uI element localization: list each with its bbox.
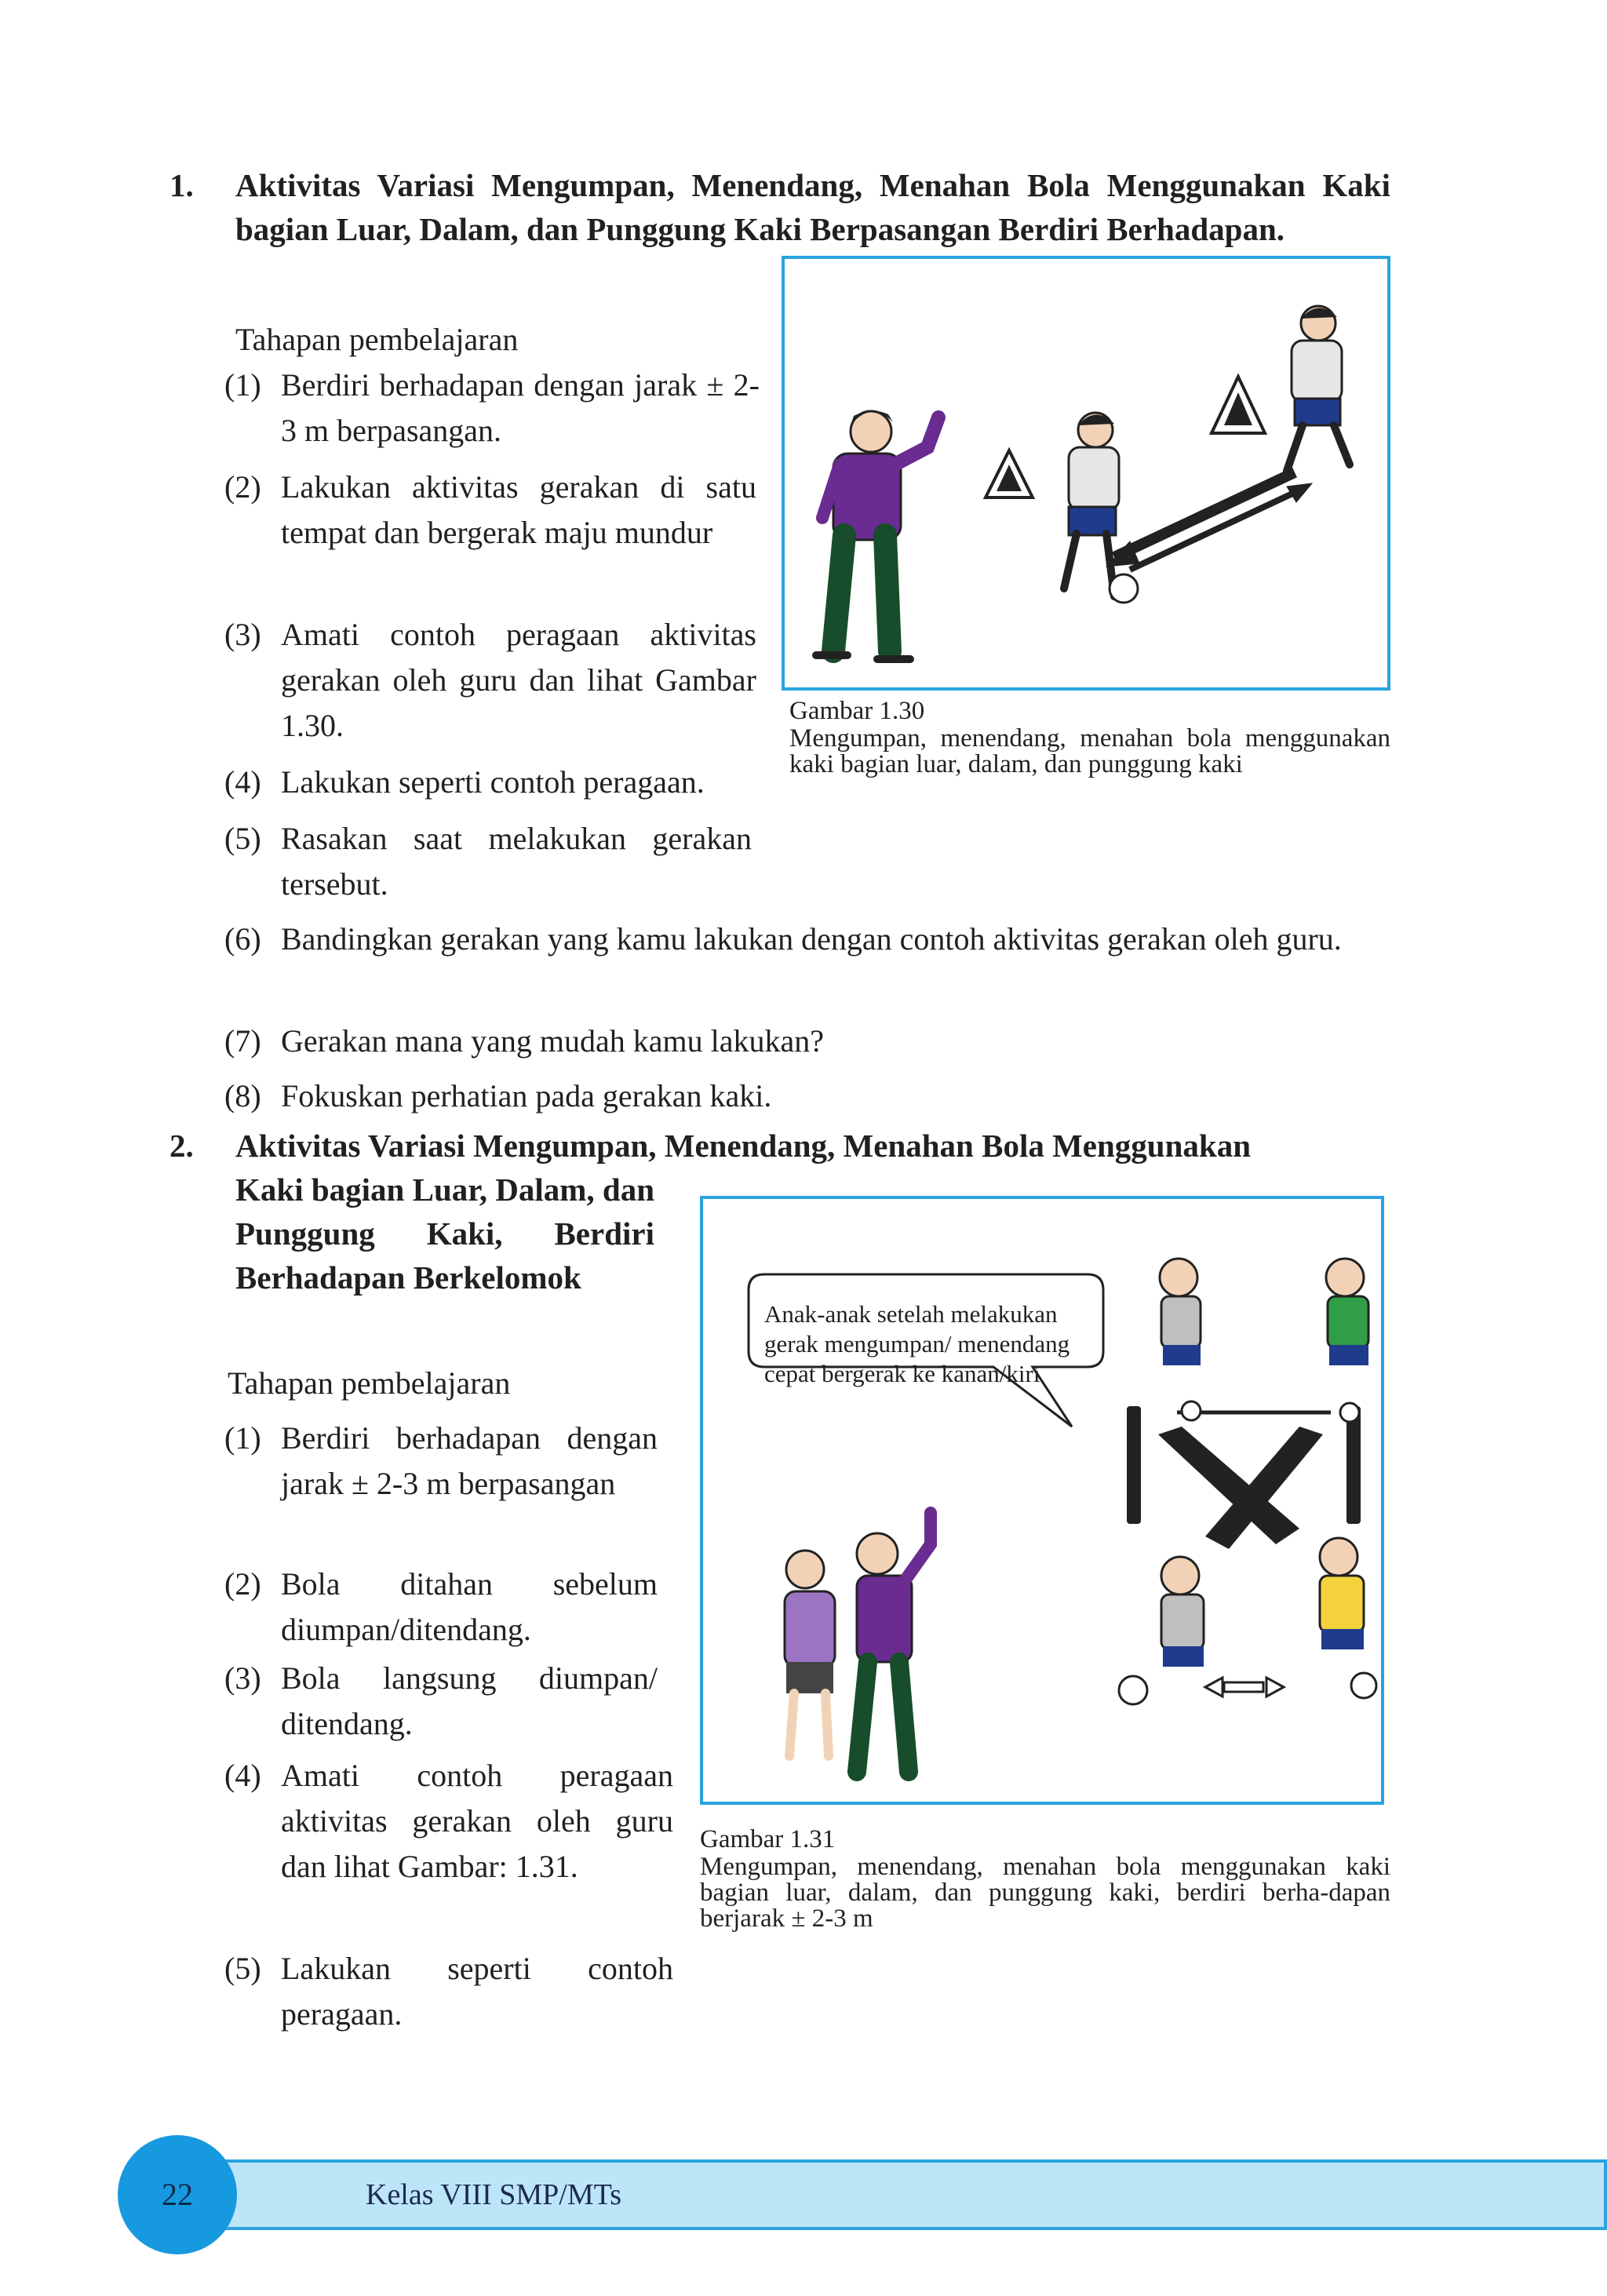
step-number: (4) — [224, 764, 261, 800]
teacher-figure — [816, 410, 938, 659]
section2-title-line1: Aktivitas Variasi Mengumpan, Menendang, Menahan Bola Menggunakan — [235, 1128, 1252, 1164]
book-title: Kelas VIII SMP/MTs — [366, 2178, 621, 2211]
figure-1-30 — [782, 256, 1390, 691]
figure-caption-text: Mengumpan, menendang, menahan bola menggunakan kaki bagian luar, dalam, dan punggung kaki, berdiri berha-dapan berjarak ± 2-3 m — [700, 1853, 1390, 1933]
player-figure — [1287, 306, 1350, 471]
player-figure — [1064, 413, 1138, 603]
step-text: Lakukan aktivitas gerakan di satu tempat dan bergerak maju mundur — [281, 469, 756, 550]
figure-1-30-caption — [789, 698, 1390, 778]
figure-1-31-caption — [700, 1827, 1390, 1932]
teacher-figure — [857, 1513, 931, 1772]
step-number: (5) — [224, 821, 261, 856]
player-figure — [1320, 1538, 1376, 1698]
player-figure — [1160, 1259, 1201, 1420]
step-text: Berdiri berhadapan dengan jarak ± 2-3 m berpasangan. — [281, 367, 760, 448]
player-figure — [1119, 1557, 1204, 1704]
step-number: (5) — [224, 1951, 261, 1986]
step-text: Amati contoh peragaan aktivitas gerakan oleh guru dan lihat Gambar 1.30. — [281, 617, 756, 743]
step-text: Amati contoh peragaan aktivitas gerakan oleh guru dan lihat Gambar: 1.31. — [281, 1758, 673, 1884]
step-text: Fokuskan perhatian pada gerakan kaki. — [281, 1078, 772, 1113]
football-group-illustration — [703, 1199, 1381, 1802]
step-text: Gerakan mana yang mudah kamu lakukan? — [281, 1023, 824, 1059]
cone-icon — [1212, 377, 1265, 433]
step-number: (4) — [224, 1758, 261, 1793]
step-number: (3) — [224, 617, 261, 652]
step-text: Rasakan saat melakukan gerakan tersebut. — [281, 821, 752, 902]
step-text: Bandingkan gerakan yang kamu lakukan dengan contoh aktivitas gerakan oleh guru. — [281, 921, 1342, 957]
figure-label: Gambar 1.30 — [789, 697, 925, 725]
football-pair-illustration — [785, 259, 1387, 687]
section1-number: 1. — [169, 167, 194, 203]
step-text: Bola ditahan sebelum diumpan/ditendang. — [281, 1566, 658, 1647]
step-text: Bola langsung diumpan/ ditendang. — [281, 1660, 658, 1741]
step-number: (7) — [224, 1023, 261, 1059]
student-figure — [785, 1551, 835, 1756]
figure-label: Gambar 1.31 — [700, 1825, 836, 1853]
page-number: 22 — [162, 2177, 193, 2212]
figure-caption-text: Mengumpan, menendang, menahan bola menggunakan kaki bagian luar, dalam, dan punggung kaki — [789, 724, 1390, 778]
figure-1-31 — [700, 1196, 1384, 1805]
section2-title-rest: Kaki bagian Luar, Dalam, dan Punggung Kaki, Berdiri Berhadapan Berkelomok — [235, 1172, 654, 1296]
movement-arrows-icon — [1127, 1406, 1361, 1549]
pass-arrows-icon — [1106, 472, 1312, 570]
step-number: (6) — [224, 921, 261, 957]
step-number: (1) — [224, 367, 261, 403]
step-number: (1) — [224, 1420, 261, 1456]
figure-1-31-bubble-text: Anak-anak setelah melakukan gerak mengumpan/ menendang cepat bergerak ke kanan/kiri — [764, 1300, 1070, 1387]
step-number: (3) — [224, 1660, 261, 1696]
step-number: (8) — [224, 1078, 261, 1113]
step-text: Berdiri berhadapan dengan jarak ± 2-3 m berpasangan — [281, 1420, 658, 1501]
cone-icon — [986, 450, 1033, 497]
step-number: (2) — [224, 469, 261, 505]
double-arrow-icon — [1205, 1678, 1284, 1696]
section1-subtitle: Tahapan pembelajaran — [235, 322, 519, 357]
step-number: (2) — [224, 1566, 261, 1602]
section1-title — [235, 163, 1390, 251]
step-text: Lakukan seperti contoh peragaan. — [281, 1951, 673, 2032]
section2-number: 2. — [169, 1128, 194, 1164]
step-text: Lakukan seperti contoh peragaan. — [281, 764, 705, 800]
player-figure — [1326, 1259, 1368, 1422]
section1-title-text: Aktivitas Variasi Mengumpan, Menendang, Menahan Bola Menggunakan Kaki bagian Luar, Dalam, dan Punggung Kaki Berpasangan Berdiri Berhadapan. — [235, 167, 1390, 247]
section2-subtitle: Tahapan pembelajaran — [228, 1365, 511, 1401]
